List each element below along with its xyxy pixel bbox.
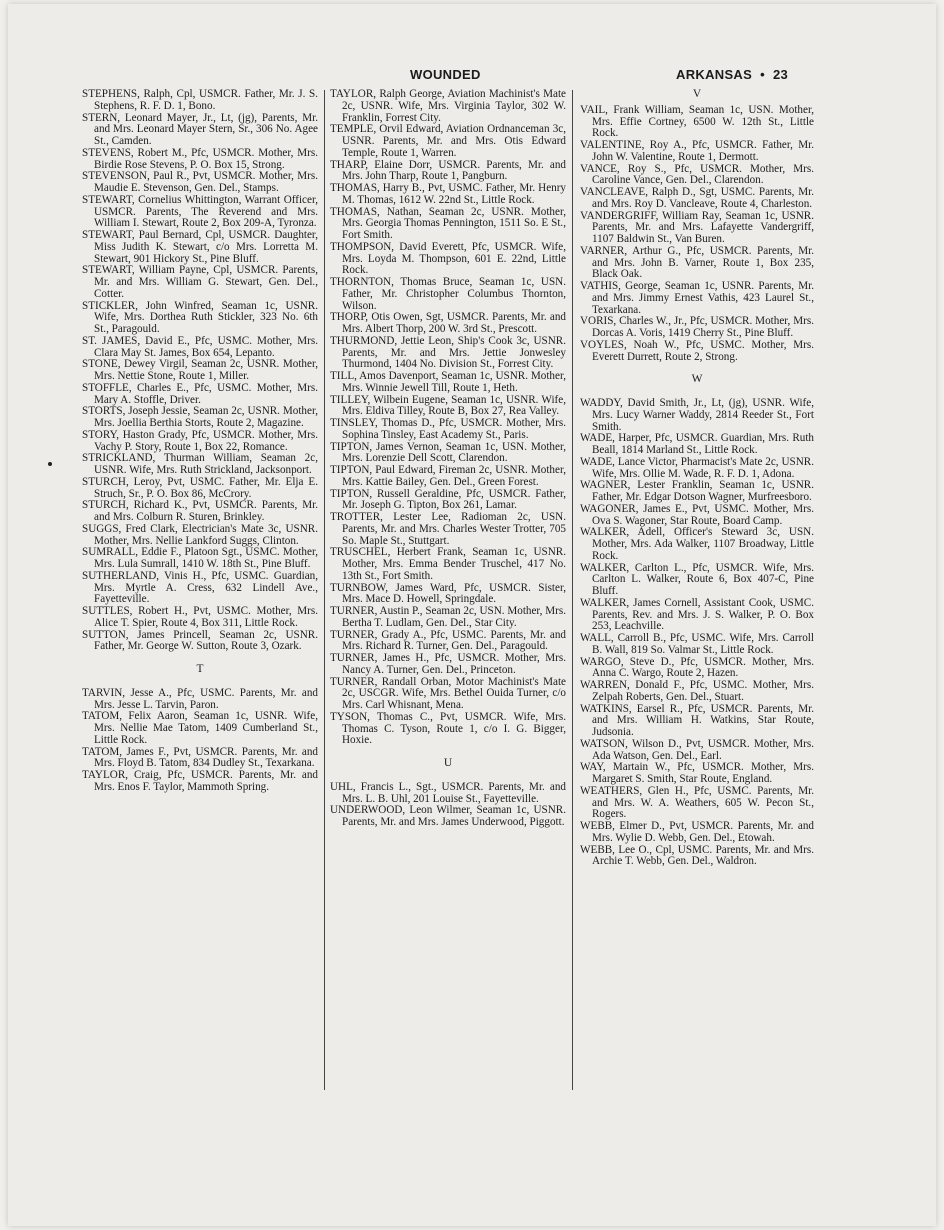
- casualty-entry: SUTHERLAND, Vinis H., Pfc, USMC. Guardian, Mrs. Myrtle A. Cress, 632 Lindell Ave., Fayetteville.: [82, 569, 318, 606]
- casualty-entry: STEVENS, Robert M., Pfc, USMCR. Mother, Mrs. Birdie Rose Stevens, P. O. Box 15, Strong.: [82, 146, 318, 171]
- casualty-entry: VALENTINE, Roy A., Pfc, USMCR. Father, Mr. John W. Valentine, Route 1, Dermott.: [580, 139, 814, 163]
- casualty-entry: THARP, Elaine Dorr, USMCR. Parents, Mr. and Mrs. John Tharp, Route 1, Pangburn.: [330, 158, 566, 183]
- casualty-entry: SUTTLES, Robert H., Pvt, USMC. Mother, Mrs. Alice T. Spier, Route 4, Box 311, Little Rock.: [82, 605, 318, 629]
- column-middle: [330, 89, 566, 829]
- casualty-entry: STORTS, Joseph Jessie, Seaman 2c, USNR. Mother, Mrs. Joellia Berthia Storts, Route 2, Magazine.: [82, 405, 318, 429]
- casualty-entry: TROTTER, Lester Lee, Radioman 2c, USN. Parents, Mr. and Mrs. Charles Wester Trotter, 705 So. Maple St., Stuttgart.: [330, 511, 566, 547]
- casualty-entry: SUMRALL, Eddie F., Platoon Sgt., USMC. Mother, Mrs. Lula Sumrall, 1410 W. 18th St., Pine Bluff.: [82, 546, 318, 570]
- column-right: [580, 89, 814, 868]
- casualty-entry: WADE, Lance Victor, Pharmacist's Mate 2c, USNR. Wife, Mrs. Ollie M. Wade, R. F. D. 1, Adona.: [580, 455, 814, 480]
- casualty-entry: VORIS, Charles W., Jr., Pfc, USMCR. Mother, Mrs. Dorcas A. Voris, 1419 Cherry St., Pine Bluff.: [580, 315, 814, 339]
- casualty-entry: TILL, Amos Davenport, Seaman 1c, USNR. Mother, Mrs. Winnie Jewell Till, Route 1, Heth.: [330, 370, 566, 394]
- casualty-entry: WARREN, Donald F., Pfc, USMC. Mother, Mrs. Zelpah Roberts, Gen. Del., Stuart.: [580, 679, 814, 703]
- margin-mark: [48, 462, 52, 466]
- casualty-entry: TURNER, Austin P., Seaman 2c, USN. Mother, Mrs. Bertha T. Ludlam, Gen. Del., Star City.: [330, 605, 566, 629]
- casualty-entry: THOMAS, Harry B., Pvt, USMC. Father, Mr. Henry M. Thomas, 1612 W. 22nd St., Little Rock.: [330, 182, 566, 206]
- casualty-entry: WADE, Harper, Pfc, USMCR. Guardian, Mrs. Ruth Beall, 1814 Marland St., Little Rock.: [580, 432, 814, 456]
- casualty-entry: TIPTON, Paul Edward, Fireman 2c, USNR. Mother, Mrs. Kattie Bailey, Gen. Del., Green Forest.: [330, 464, 566, 488]
- casualty-entry: STOFFLE, Charles E., Pfc, USMC. Mother, Mrs. Mary A. Stoffle, Driver.: [82, 381, 318, 406]
- casualty-entry: WALKER, James Cornell, Assistant Cook, USMC. Parents, Rev. and Mrs. J. S. Walker, P. O. Box 253, Leachville.: [580, 596, 814, 633]
- casualty-entry: WALKER, Carlton L., Pfc, USMCR. Wife, Mrs. Carlton L. Walker, Route 6, Box 407-C, Pine Bluff.: [580, 561, 814, 597]
- casualty-entry: WAY, Martain W., Pfc, USMCR. Mother, Mrs. Margaret S. Smith, Star Route, England.: [580, 761, 814, 785]
- casualty-entry: STERN, Leonard Mayer, Jr., Lt, (jg), Parents, Mr. and Mrs. Leonard Mayer Stern, Sr., 306 No. Agee St., Camden.: [82, 111, 318, 147]
- header-bullet: •: [760, 67, 765, 82]
- column-divider: [324, 90, 325, 1090]
- casualty-entry: STEVENSON, Paul R., Pvt, USMCR. Mother, Mrs. Maudie E. Stevenson, Gen. Del., Stamps.: [82, 170, 318, 194]
- casualty-entry: STEPHENS, Ralph, Cpl, USMCR. Father, Mr. J. S. Stephens, R. F. D. 1, Bono.: [82, 88, 318, 112]
- casualty-entry: UHL, Francis L., Sgt., USMCR. Parents, Mr. and Mrs. L. B. Uhl, 201 Louise St., Fayetteville.: [330, 780, 566, 805]
- casualty-entry: TURNER, Grady A., Pfc, USMC. Parents, Mr. and Mrs. Richard R. Turner, Gen. Del., Paragould.: [330, 628, 566, 653]
- casualty-entry: STEWART, Paul Bernard, Cpl, USMCR. Daughter, Miss Judith K. Stewart, c/o Mrs. Lorretta M. Stewart, 901 Hickory St., Pine Bluff.: [82, 229, 318, 265]
- section-letter-heading: V: [692, 88, 702, 100]
- casualty-entry: TARVIN, Jesse A., Pfc, USMC. Parents, Mr. and Mrs. Jesse L. Tarvin, Paron.: [82, 686, 318, 711]
- casualty-entry: STORY, Haston Grady, Pfc, USMCR. Mother, Mrs. Vachy P. Story, Route 1, Box 22, Romance.: [82, 428, 318, 453]
- section-letter-heading: U: [443, 757, 453, 769]
- casualty-entry: STURCH, Leroy, Pvt, USMC. Father, Mr. Elja E. Struch, Sr., P. O. Box 86, McCrory.: [82, 475, 318, 500]
- section-letter-heading: T: [196, 663, 204, 675]
- casualty-entry: TIPTON, Russell Geraldine, Pfc, USMCR. Father, Mr. Joseph G. Tipton, Box 261, Lamar.: [330, 487, 566, 512]
- casualty-entry: UNDERWOOD, Leon Wilmer, Seaman 1c, USNR. Parents, Mr. and Mrs. James Underwood, Piggott.: [330, 804, 566, 828]
- casualty-entry: WALKER, Adell, Officer's Steward 3c, USN. Mother, Mrs. Ada Walker, 1107 Broadway, Little Rock.: [580, 526, 814, 562]
- casualty-entry: WAGNER, Lester Franklin, Seaman 1c, USNR. Father, Mr. Edgar Dotson Wagner, Murfreesboro.: [580, 479, 814, 503]
- casualty-entry: TAYLOR, Craig, Pfc, USMCR. Parents, Mr. and Mrs. Enos F. Taylor, Mammoth Spring.: [82, 769, 318, 793]
- casualty-entry: THORNTON, Thomas Bruce, Seaman 1c, USN. Father, Mr. Christopher Columbus Thornton, Wilson.: [330, 276, 566, 312]
- casualty-entry: VANDERGRIFF, William Ray, Seaman 1c, USNR. Parents, Mr. and Mrs. Lafayette Vandergriff, 1107 Baldwin St., Van Buren.: [580, 209, 814, 245]
- casualty-entry: TURNER, Randall Orban, Motor Machinist's Mate 2c, USCGR. Wife, Mrs. Bethel Ouida Turner, c/o Mrs. Carl Whisnant, Mena.: [330, 675, 566, 711]
- page-header-state: ARKANSAS: [676, 67, 753, 82]
- page-number: 23: [772, 67, 788, 82]
- casualty-entry: VATHIS, George, Seaman 1c, USNR. Parents, Mr. and Mrs. Jimmy Ernest Vathis, 423 Laurel St., Texarkana.: [580, 280, 814, 316]
- section-letter-heading: W: [691, 373, 703, 386]
- casualty-entry: TRUSCHEL, Herbert Frank, Seaman 1c, USNR. Mother, Mrs. Emma Bender Truschel, 417 No. 13th St., Fort Smith.: [330, 546, 566, 582]
- casualty-entry: WATSON, Wilson D., Pvt, USMCR. Mother, Mrs. Ada Watson, Gen. Del., Earl.: [580, 737, 814, 762]
- casualty-entry: STRICKLAND, Thurman William, Seaman 2c, USNR. Wife, Mrs. Ruth Strickland, Jacksonport.: [82, 452, 318, 476]
- casualty-entry: WARGO, Steve D., Pfc, USMCR. Mother, Mrs. Anna C. Wargo, Route 2, Hazen.: [580, 655, 814, 680]
- casualty-entry: STICKLER, John Winfred, Seaman 1c, USNR. Wife, Mrs. Dorthea Ruth Stickler, 323 No. 6th St., Paragould.: [82, 299, 318, 335]
- casualty-entry: TIPTON, James Vernon, Seaman 1c, USN. Mother, Mrs. Lorenzie Dell Scott, Clarendon.: [330, 440, 566, 465]
- column-divider: [572, 90, 573, 1090]
- casualty-entry: WALL, Carroll B., Pfc, USMC. Wife, Mrs. Carroll B. Wall, 819 So. Valmar St., Little Rock.: [580, 632, 814, 656]
- page-header-section: WOUNDED: [410, 67, 481, 82]
- casualty-entry: STEWART, Cornelius Whittington, Warrant Officer, USMCR. Parents, The Reverend and Mrs. William I. Stewart, Route 2, Box 209-A, Tyronza.: [82, 193, 318, 230]
- casualty-entry: TYSON, Thomas C., Pvt, USMCR. Wife, Mrs. Thomas C. Tyson, Route 1, c/o I. G. Bigger, Hoxie.: [330, 710, 566, 747]
- casualty-entry: THORP, Otis Owen, Sgt, USMCR. Parents, Mr. and Mrs. Albert Thorp, 200 W. 3rd St., Prescott.: [330, 311, 566, 335]
- casualty-entry: TATOM, Felix Aaron, Seaman 1c, USNR. Wife, Mrs. Nellie Mae Tatom, 1409 Cumberland St., Little Rock.: [82, 710, 318, 746]
- casualty-entry: SUGGS, Fred Clark, Electrician's Mate 3c, USNR. Mother, Mrs. Nellie Lankford Suggs, Clinton.: [82, 522, 318, 547]
- casualty-entry: STURCH, Richard K., Pvt, USMCR. Parents, Mr. and Mrs. Colburn R. Sturen, Brinkley.: [82, 499, 318, 523]
- casualty-entry: STONE, Dewey Virgil, Seaman 2c, USNR. Mother, Mrs. Nettie Stone, Route 1, Miller.: [82, 358, 318, 382]
- casualty-entry: THOMPSON, David Everett, Pfc, USMCR. Wife, Mrs. Loyda M. Thompson, 601 E. 22nd, Little Rock.: [330, 240, 566, 277]
- casualty-entry: TURNER, James H., Pfc, USMCR. Mother, Mrs. Nancy A. Turner, Gen. Del., Princeton.: [330, 652, 566, 676]
- casualty-entry: WEBB, Elmer D., Pvt, USMCR. Parents, Mr. and Mrs. Wylie D. Webb, Gen. Del., Etowah.: [580, 820, 814, 844]
- casualty-entry: VANCE, Roy S., Pfc, USMCR. Mother, Mrs. Caroline Vance, Gen. Del., Clarendon.: [580, 162, 814, 187]
- page-header-right: [676, 67, 788, 82]
- casualty-entry: VANCLEAVE, Ralph D., Sgt, USMC. Parents, Mr. and Mrs. Roy D. Vancleave, Route 4, Charleston.: [580, 186, 814, 210]
- casualty-entry: TILLEY, Wilbein Eugene, Seaman 1c, USNR. Wife, Mrs. Eldiva Tilley, Route B, Box 27, Rea Valley.: [330, 393, 566, 418]
- casualty-entry: VARNER, Arthur G., Pfc, USMCR. Parents, Mr. and Mrs. John B. Varner, Route 1, Box 235, Black Oak.: [580, 244, 814, 281]
- casualty-entry: THOMAS, Nathan, Seaman 2c, USNR. Mother, Mrs. Georgia Thomas Pennington, 1511 So. E St., Fort Smith.: [330, 205, 566, 241]
- casualty-entry: WADDY, David Smith, Jr., Lt, (jg), USNR. Wife, Mrs. Lucy Warner Waddy, 2814 Reeder St., Fort Smith.: [580, 397, 814, 433]
- casualty-entry: TATOM, James F., Pvt, USMCR. Parents, Mr. and Mrs. Floyd B. Tatom, 834 Dudley St., Texarkana.: [82, 745, 318, 770]
- casualty-entry: WATKINS, Earsel R., Pfc, USMCR. Parents, Mr. and Mrs. William H. Watkins, Star Route, Judsonia.: [580, 702, 814, 738]
- casualty-entry: WAGONER, James E., Pvt, USMC. Mother, Mrs. Ova S. Wagoner, Star Route, Board Camp.: [580, 502, 814, 527]
- casualty-entry: VAIL, Frank William, Seaman 1c, USN. Mother, Mrs. Effie Cortney, 6500 W. 12th St., Little Rock.: [580, 103, 814, 140]
- casualty-entry: STEWART, William Payne, Cpl, USMCR. Parents, Mr. and Mrs. William G. Stewart, Gen. Del., Cotter.: [82, 264, 318, 300]
- casualty-entry: VOYLES, Noah W., Pfc, USMC. Mother, Mrs. Everett Durrett, Route 2, Strong.: [580, 338, 814, 363]
- casualty-entry: ST. JAMES, David E., Pfc, USMC. Mother, Mrs. Clara May St. James, Box 654, Lepanto.: [82, 334, 318, 359]
- casualty-entry: TINSLEY, Thomas D., Pfc, USMCR. Mother, Mrs. Sophina Tinsley, East Academy St., Paris.: [330, 417, 566, 441]
- column-left: [82, 89, 318, 794]
- casualty-entry: WEBB, Lee O., Cpl, USMC. Parents, Mr. and Mrs. Archie T. Webb, Gen. Del., Waldron.: [580, 843, 814, 868]
- casualty-entry: WEATHERS, Glen H., Pfc, USMC. Parents, Mr. and Mrs. W. A. Weathers, 605 W. Pecon St., Rogers.: [580, 784, 814, 821]
- casualty-entry: TAYLOR, Ralph George, Aviation Machinist's Mate 2c, USNR. Wife, Mrs. Virginia Taylor, 302 W. Franklin, Forrest City.: [330, 88, 566, 124]
- casualty-entry: THURMOND, Jettie Leon, Ship's Cook 3c, USNR. Parents, Mr. and Mrs. Jettie Jonwesley Thurmond, 1404 No. Division St., Forrest City.: [330, 334, 566, 371]
- casualty-entry: SUTTON, James Princell, Seaman 2c, USNR. Father, Mr. George W. Sutton, Route 3, Ozark.: [82, 628, 318, 653]
- casualty-entry: TURNBOW, James Ward, Pfc, USMCR. Sister, Mrs. Mace D. Howell, Springdale.: [330, 581, 566, 606]
- casualty-entry: TEMPLE, Orvil Edward, Aviation Ordnanceman 3c, USNR. Parents, Mr. and Mrs. Otis Edward Temple, Route 1, Warren.: [330, 123, 566, 159]
